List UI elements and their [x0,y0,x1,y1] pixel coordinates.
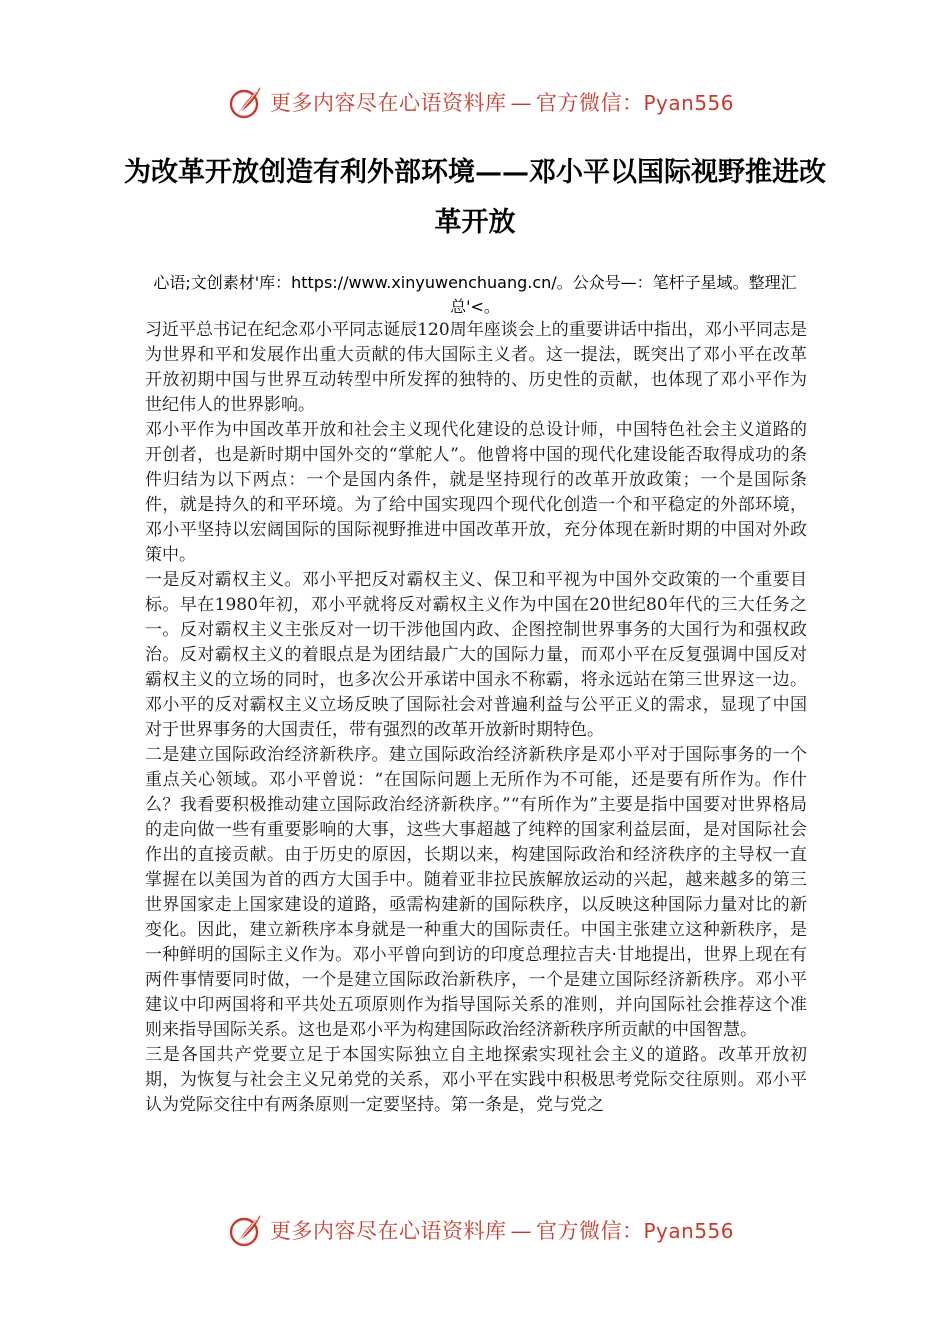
banner-wechat-handle: Pyan556 [643,1219,735,1243]
banner-wechat-handle: Pyan556 [643,91,735,115]
feather-logo-icon [228,1212,264,1248]
footer-banner [0,1210,950,1250]
banner-contact-label: 官方微信： [536,91,644,115]
paragraph: 三是各国共产党要立足于本国实际独立自主地探索实现社会主义的道路。改革开放初期，为恢复与社会主义兄弟党的关系，邓小平在实践中积极思考党际交往原则。邓小平认为党际交往中有两条原则一定要坚持。第一条是，党与党之 [145,1045,807,1115]
banner-separator: — [510,91,532,115]
feather-logo-icon [228,84,264,120]
banner-separator: — [510,1219,532,1243]
source-line: 心语;文创素材'库：https://www.xinyuwenchuang.cn/。公众号—：笔杆子星域。整理汇总'<。 [153,273,797,316]
banner-contact-label: 官方微信： [536,1219,644,1243]
paragraph: 一是反对霸权主义。邓小平把反对霸权主义、保卫和平视为中国外交政策的一个重要目标。早在1980年初，邓小平就将反对霸权主义作为中国在20世纪80年代的三大任务之一。反对霸权主义主张反对一切干涉他国内政、企图控制世界事务的大国行为和强权政治。反对霸权主义的着眼点是为团结最广大的国际力量，而邓小平在反复强调中国反对霸权主义的立场的同时，也多次公开承诺中国永不称霸，将永远站在第三世界这一边。邓小平的反对霸权主义立场反映了国际社会对普遍利益与公平正义的需求，显现了中国对于世界事务的大国责任，带有强烈的改革开放新时期特色。 [145,570,807,740]
header-banner [0,82,950,122]
article-body [145,318,807,1118]
article-title: 为改革开放创造有利外部环境——邓小平以国际视野推进改革开放 [124,157,826,238]
paragraph: 邓小平作为中国改革开放和社会主义现代化建设的总设计师，中国特色社会主义道路的开创者，也是新时期中国外交的“掌舵人”。他曾将中国的现代化建设能否取得成功的条件归结为以下两点：一个是国内条件，就是坚持现行的改革开放政策；一个是国际条件，就是持久的和平环境。为了给中国实现四个现代化创造一个和平稳定的外部环境，邓小平坚持以宏阔国际的国际视野推进中国改革开放，充分体现在新时期的中国对外政策中。 [145,420,807,565]
banner-text: 更多内容尽在心语资料库 [270,1219,507,1243]
banner-text: 更多内容尽在心语资料库 [270,91,507,115]
paragraph: 习近平总书记在纪念邓小平同志诞辰120周年座谈会上的重要讲话中指出，邓小平同志是为世界和平和发展作出重大贡献的伟大国际主义者。这一提法，既突出了邓小平在改革开放初期中国与世界互动转型中所发挥的独特的、历史性的贡献，也体现了邓小平作为世纪伟人的世界影响。 [145,320,807,415]
paragraph: 二是建立国际政治经济新秩序。建立国际政治经济新秩序是邓小平对于国际事务的一个重点关心领域。邓小平曾说：“在国际问题上无所作为不可能，还是要有所作为。作什么？我看要积极推动建立国际政治经济新秩序。”“有所作为”主要是指中国要对世界格局的走向做一些有重要影响的大事，这些大事超越了纯粹的国家利益层面，是对国际社会作出的直接贡献。由于历史的原因，长期以来，构建国际政治和经济秩序的主导权一直掌握在以美国为首的西方大国手中。随着亚非拉民族解放运动的兴起，越来越多的第三世界国家走上国家建设的道路，亟需构建新的国际秩序，以反映这种国际力量对比的新变化。因此，建立新秩序本身就是一种重大的国际责任。中国主张建立这种新秩序，是一种鲜明的国际主义作为。邓小平曾向到访的印度总理拉吉夫·甘地提出，世界上现在有两件事情要同时做，一个是建立国际政治新秩序，一个是建立国际经济新秩序。邓小平建议中印两国将和平共处五项原则作为指导国际关系的准则，并向国际社会推荐这个准则来指导国际关系。这也是邓小平为构建国际政治经济新秩序所贡献的中国智慧。 [145,745,807,1040]
